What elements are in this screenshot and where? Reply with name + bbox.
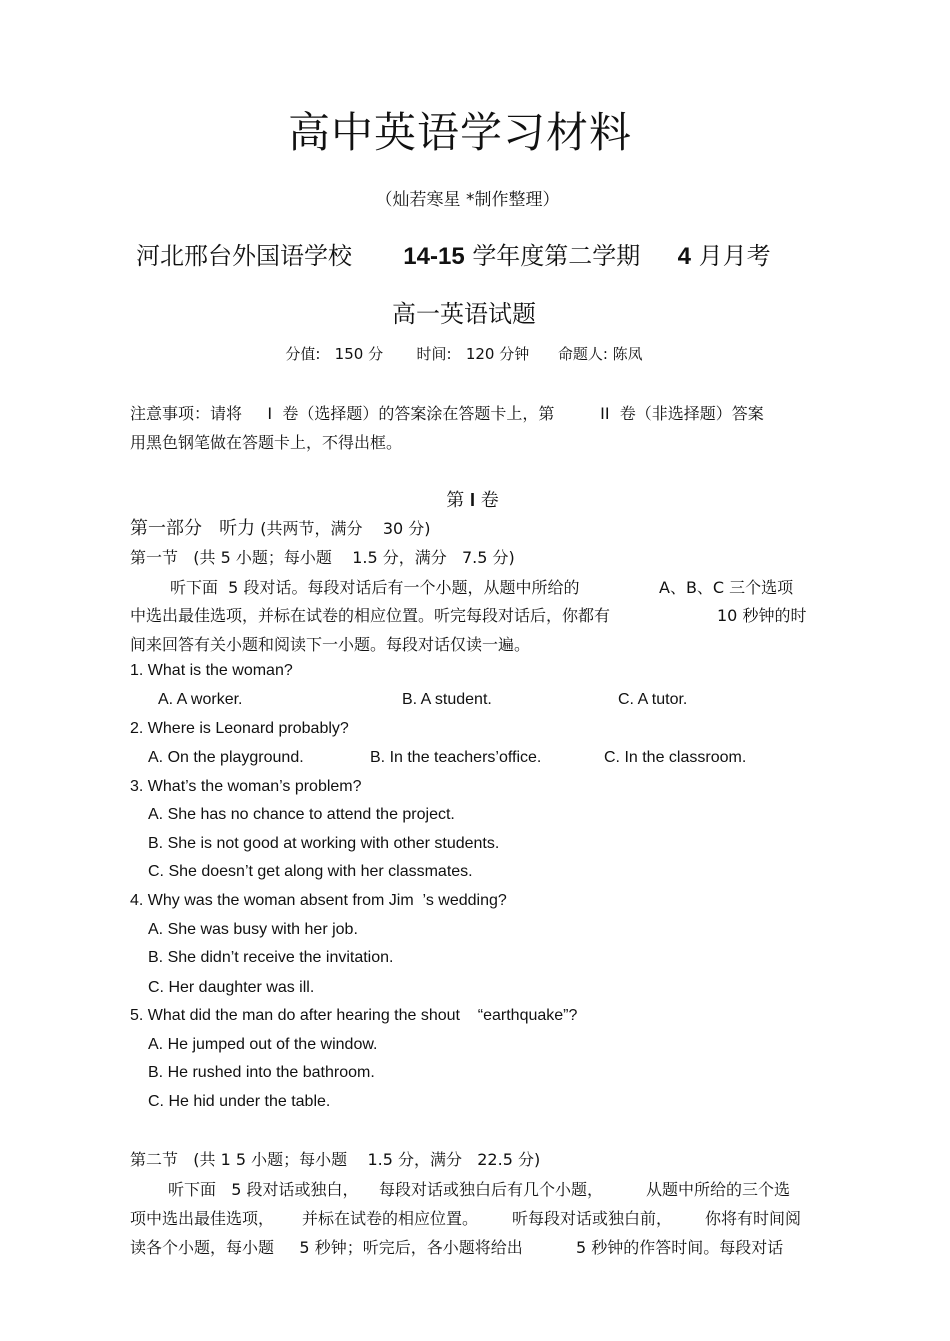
volume-label: [0, 486, 945, 512]
section2-instr-1b: 每段对话或独白后有几个小题，: [379, 1180, 604, 1199]
q5-option-b: B. He rushed into the bathroom.: [148, 1064, 375, 1081]
term: 学年度第二学期: [472, 242, 641, 270]
part1-title-note: (共两节，满分 30 分): [260, 519, 431, 538]
notice-line-1: 注意事项：请将 I 卷（选择题）的答案涂在答题卡上，第 II 卷（非选择题）答案: [130, 404, 764, 423]
q5-option-c: C. He hid under the table.: [148, 1093, 331, 1110]
school-name: 河北邢台外国语学校: [136, 242, 352, 270]
notice-line-2: 用黑色钢笔做在答题卡上，不得出框。: [130, 433, 403, 452]
section2-title: 第二节 (共 1 5 小题；每小题 1.5 分，满分 22.5 分): [130, 1150, 541, 1169]
q5-option-a: A. He jumped out of the window.: [148, 1036, 378, 1053]
section2-instr-2a: 项中选出最佳选项，: [130, 1209, 275, 1228]
question-3: 3. What’s the woman’s problem?: [130, 778, 362, 795]
section1-title: 第一节 (共 5 小题；每小题 1.5 分，满分 7.5 分): [130, 548, 515, 567]
volume-label-pre: 第: [446, 490, 465, 511]
q1-option-c: C. A tutor.: [618, 691, 688, 708]
q3-option-a: A. She has no chance to attend the project.: [148, 806, 455, 823]
section2-instr-2b: 并标在试卷的相应位置。: [302, 1209, 479, 1228]
exam-meta: 分值: 150 分 时间: 120 分钟 命题人: 陈凤: [285, 345, 643, 363]
section1-instr-1b: A、B、C 三个选项: [659, 578, 794, 597]
school-year: 14-15: [403, 243, 465, 270]
exam-name: 月月考: [698, 242, 771, 270]
main-title: 高中英语学习材料: [287, 108, 632, 157]
question-1: 1. What is the woman?: [130, 662, 293, 679]
q1-option-a: A. A worker.: [158, 691, 243, 708]
section2-instr-1c: 从题中所给的三个选: [646, 1180, 791, 1199]
section1-instr-2: 中选出最佳选项，并标在试卷的相应位置。听完每段对话后，你都有: [130, 606, 611, 625]
q3-option-c: C. She doesn’t get along with her classmates.: [148, 863, 473, 880]
part1-title: [130, 514, 431, 540]
q4-option-c: C. Her daughter was ill.: [148, 979, 315, 996]
exam-title: [136, 236, 771, 271]
question-4: 4. Why was the woman absent from Jim ’s wedding?: [130, 892, 507, 909]
q2-option-c: C. In the classroom.: [604, 749, 747, 766]
section2-instr-2d: 你将有时间阅: [705, 1209, 802, 1228]
q3-option-b: B. She is not good at working with other students.: [148, 835, 500, 852]
section1-instr-3: 间来回答有关小题和阅读下一小题。每段对话仅读一遍。: [130, 635, 531, 654]
q2-option-b: B. In the teachers’office.: [370, 749, 542, 766]
exam-month: 4: [677, 243, 691, 270]
part1-title-main: 第一部分 听力: [130, 518, 256, 539]
section2-instr-2c: 听每段对话或独白前，: [512, 1209, 673, 1228]
maker-note: （灿若寒星 *制作整理）: [375, 190, 560, 210]
section1-instr-1: 听下面 5 段对话。每段对话后有一个小题，从题中所给的: [170, 578, 580, 597]
question-2: 2. Where is Leonard probably?: [130, 720, 349, 737]
subject-title: 高一英语试题: [392, 300, 536, 328]
section2-instr-3a: 读各个小题，每小题 5 秒钟；听完后，各小题将给出: [130, 1238, 523, 1257]
q1-option-b: B. A student.: [402, 691, 492, 708]
section2-instr-3b: 5 秒钟的作答时间。每段对话: [576, 1238, 784, 1257]
q4-option-a: A. She was busy with her job.: [148, 921, 358, 938]
section1-instr-2b: 10 秒钟的时: [717, 606, 807, 625]
section2-instr-1a: 听下面 5 段对话或独白，: [168, 1180, 359, 1199]
q2-option-a: A. On the playground.: [148, 749, 304, 766]
volume-label-post: 卷: [480, 490, 499, 511]
question-5: 5. What did the man do after hearing the shout “earthquake”?: [130, 1007, 578, 1024]
volume-number: I: [469, 490, 475, 510]
q4-option-b: B. She didn’t receive the invitation.: [148, 949, 394, 966]
